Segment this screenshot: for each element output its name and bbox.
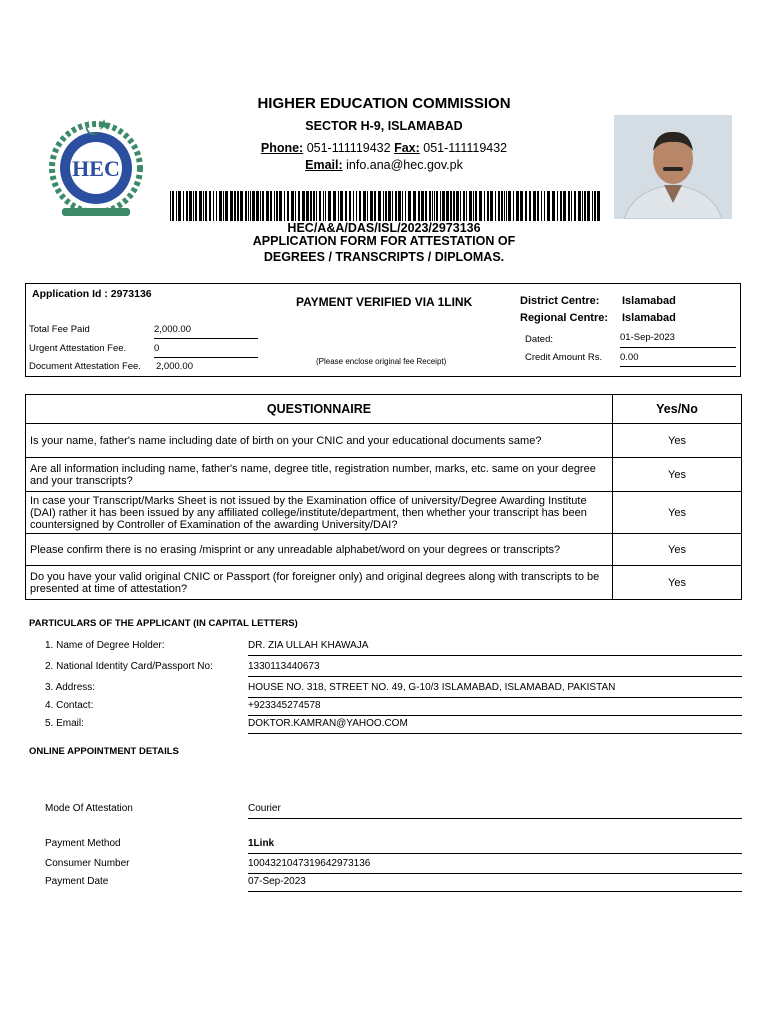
fee-value-total: 2,000.00 bbox=[154, 324, 258, 339]
fax-label: Fax: bbox=[394, 141, 420, 155]
table-row bbox=[26, 534, 742, 566]
dated-value: 01-Sep-2023 bbox=[620, 332, 736, 348]
questionnaire-header-a: Yes/No bbox=[613, 395, 742, 424]
fee-value-urgent: 0 bbox=[154, 343, 258, 358]
particular-value-contact: +923345274578 bbox=[248, 700, 742, 716]
particular-value-email: DOKTOR.KAMRAN@YAHOO.COM bbox=[248, 718, 742, 734]
question-text: In case your Transcript/Marks Sheet is not issued by the Examination office of university/Degree Awarding Institute (DAI) rather it has been issued by any affiliated college/institute/department, then whether your transcript has been countersigned by Controller of Examination of the awarding University/DAI? bbox=[26, 492, 613, 534]
particular-label-contact: 4. Contact: bbox=[45, 700, 94, 711]
fax-value: 051-111119432 bbox=[423, 141, 508, 155]
form-title-line-1: APPLICATION FORM FOR ATTESTATION OF bbox=[252, 234, 516, 248]
table-row bbox=[26, 458, 742, 492]
fee-box bbox=[25, 283, 741, 377]
regional-value: Islamabad bbox=[622, 312, 676, 324]
phone-label: Phone: bbox=[260, 141, 304, 155]
enclose-note: (Please enclose original fee Receipt) bbox=[316, 357, 447, 366]
appointment-value-payment-date: 07-Sep-2023 bbox=[248, 876, 742, 892]
question-text: Please confirm there is no erasing /misprint or any unreadable alphabet/word on your degrees or transcripts? bbox=[26, 534, 613, 566]
particular-label-name: 1. Name of Degree Holder: bbox=[45, 640, 165, 651]
appointment-label-payment-method: Payment Method bbox=[45, 838, 121, 849]
particular-value-cnic: 1330113440673 bbox=[248, 661, 742, 677]
appointment-value-consumer: 1004321047319642973136 bbox=[248, 858, 742, 874]
appointment-value-mode: Courier bbox=[248, 803, 742, 819]
org-title: HIGHER EDUCATION COMMISSION bbox=[257, 95, 511, 112]
application-id: Application Id : 2973136 bbox=[32, 288, 152, 300]
dated-label: Dated: bbox=[525, 334, 553, 345]
form-title bbox=[0, 233, 768, 265]
email-value: info.ana@hec.gov.pk bbox=[346, 158, 463, 172]
fee-label-total: Total Fee Paid bbox=[29, 324, 90, 335]
answer-text: Yes bbox=[613, 534, 742, 566]
appointment-title: ONLINE APPOINTMENT DETAILS bbox=[29, 746, 179, 757]
questionnaire-header-q: QUESTIONNAIRE bbox=[26, 395, 613, 424]
appointment-value-payment-method: 1Link bbox=[248, 838, 742, 854]
appointment-label-consumer: Consumer Number bbox=[45, 858, 130, 869]
answer-text: Yes bbox=[613, 492, 742, 534]
particulars-title: PARTICULARS OF THE APPLICANT (IN CAPITAL LETTERS) bbox=[29, 618, 298, 629]
answer-text: Yes bbox=[613, 566, 742, 600]
particular-label-email: 5. Email: bbox=[45, 718, 84, 729]
particular-value-address: HOUSE NO. 318, STREET NO. 49, G-10/3 ISLAMABAD, ISLAMABAD, PAKISTAN bbox=[248, 682, 742, 698]
barcode bbox=[170, 191, 602, 221]
form-title-line-2: DEGREES / TRANSCRIPTS / DIPLOMAS. bbox=[263, 250, 505, 264]
question-text: Are all information including name, father's name, degree title, registration number, marks, etc. same on your degree and your transcripts? bbox=[26, 458, 613, 492]
question-text: Do you have your valid original CNIC or Passport (for foreigner only) and original degrees along with transcripts to be presented at time of attestation? bbox=[26, 566, 613, 600]
district-label: District Centre: bbox=[520, 295, 600, 307]
fee-value-document: 2,000.00 bbox=[156, 361, 193, 372]
answer-text: Yes bbox=[613, 458, 742, 492]
particular-label-cnic: 2. National Identity Card/Passport No: bbox=[45, 661, 213, 672]
table-row bbox=[26, 424, 742, 458]
appointment-label-payment-date: Payment Date bbox=[45, 876, 109, 887]
credit-label: Credit Amount Rs. bbox=[525, 352, 603, 363]
regional-label: Regional Centre: bbox=[520, 312, 609, 324]
district-value: Islamabad bbox=[622, 295, 676, 307]
question-text: Is your name, father's name including date of birth on your CNIC and your educational documents same? bbox=[26, 424, 613, 458]
appointment-label-mode: Mode Of Attestation bbox=[45, 803, 133, 814]
reference-number: HEC/A&A/DAS/ISL/2023/2973136 bbox=[287, 221, 481, 235]
phone-value: 051-111119432 bbox=[306, 141, 391, 155]
table-row bbox=[26, 566, 742, 600]
applicant-photo bbox=[614, 115, 732, 219]
credit-value: 0.00 bbox=[620, 352, 736, 367]
fee-label-document: Document Attestation Fee. bbox=[29, 361, 141, 372]
particular-value-name: DR. ZIA ULLAH KHAWAJA bbox=[248, 640, 742, 656]
particular-label-address: 3. Address: bbox=[45, 682, 96, 693]
questionnaire-header bbox=[26, 395, 742, 424]
email-label: Email: bbox=[305, 158, 343, 172]
logo-text: HEC bbox=[72, 156, 120, 181]
questionnaire-table bbox=[25, 394, 742, 600]
table-row bbox=[26, 492, 742, 534]
fee-label-urgent: Urgent Attestation Fee. bbox=[29, 343, 127, 354]
org-sector: SECTOR H-9, ISLAMABAD bbox=[305, 119, 463, 133]
answer-text: Yes bbox=[613, 424, 742, 458]
payment-verified: PAYMENT VERIFIED VIA 1LINK bbox=[296, 295, 473, 309]
